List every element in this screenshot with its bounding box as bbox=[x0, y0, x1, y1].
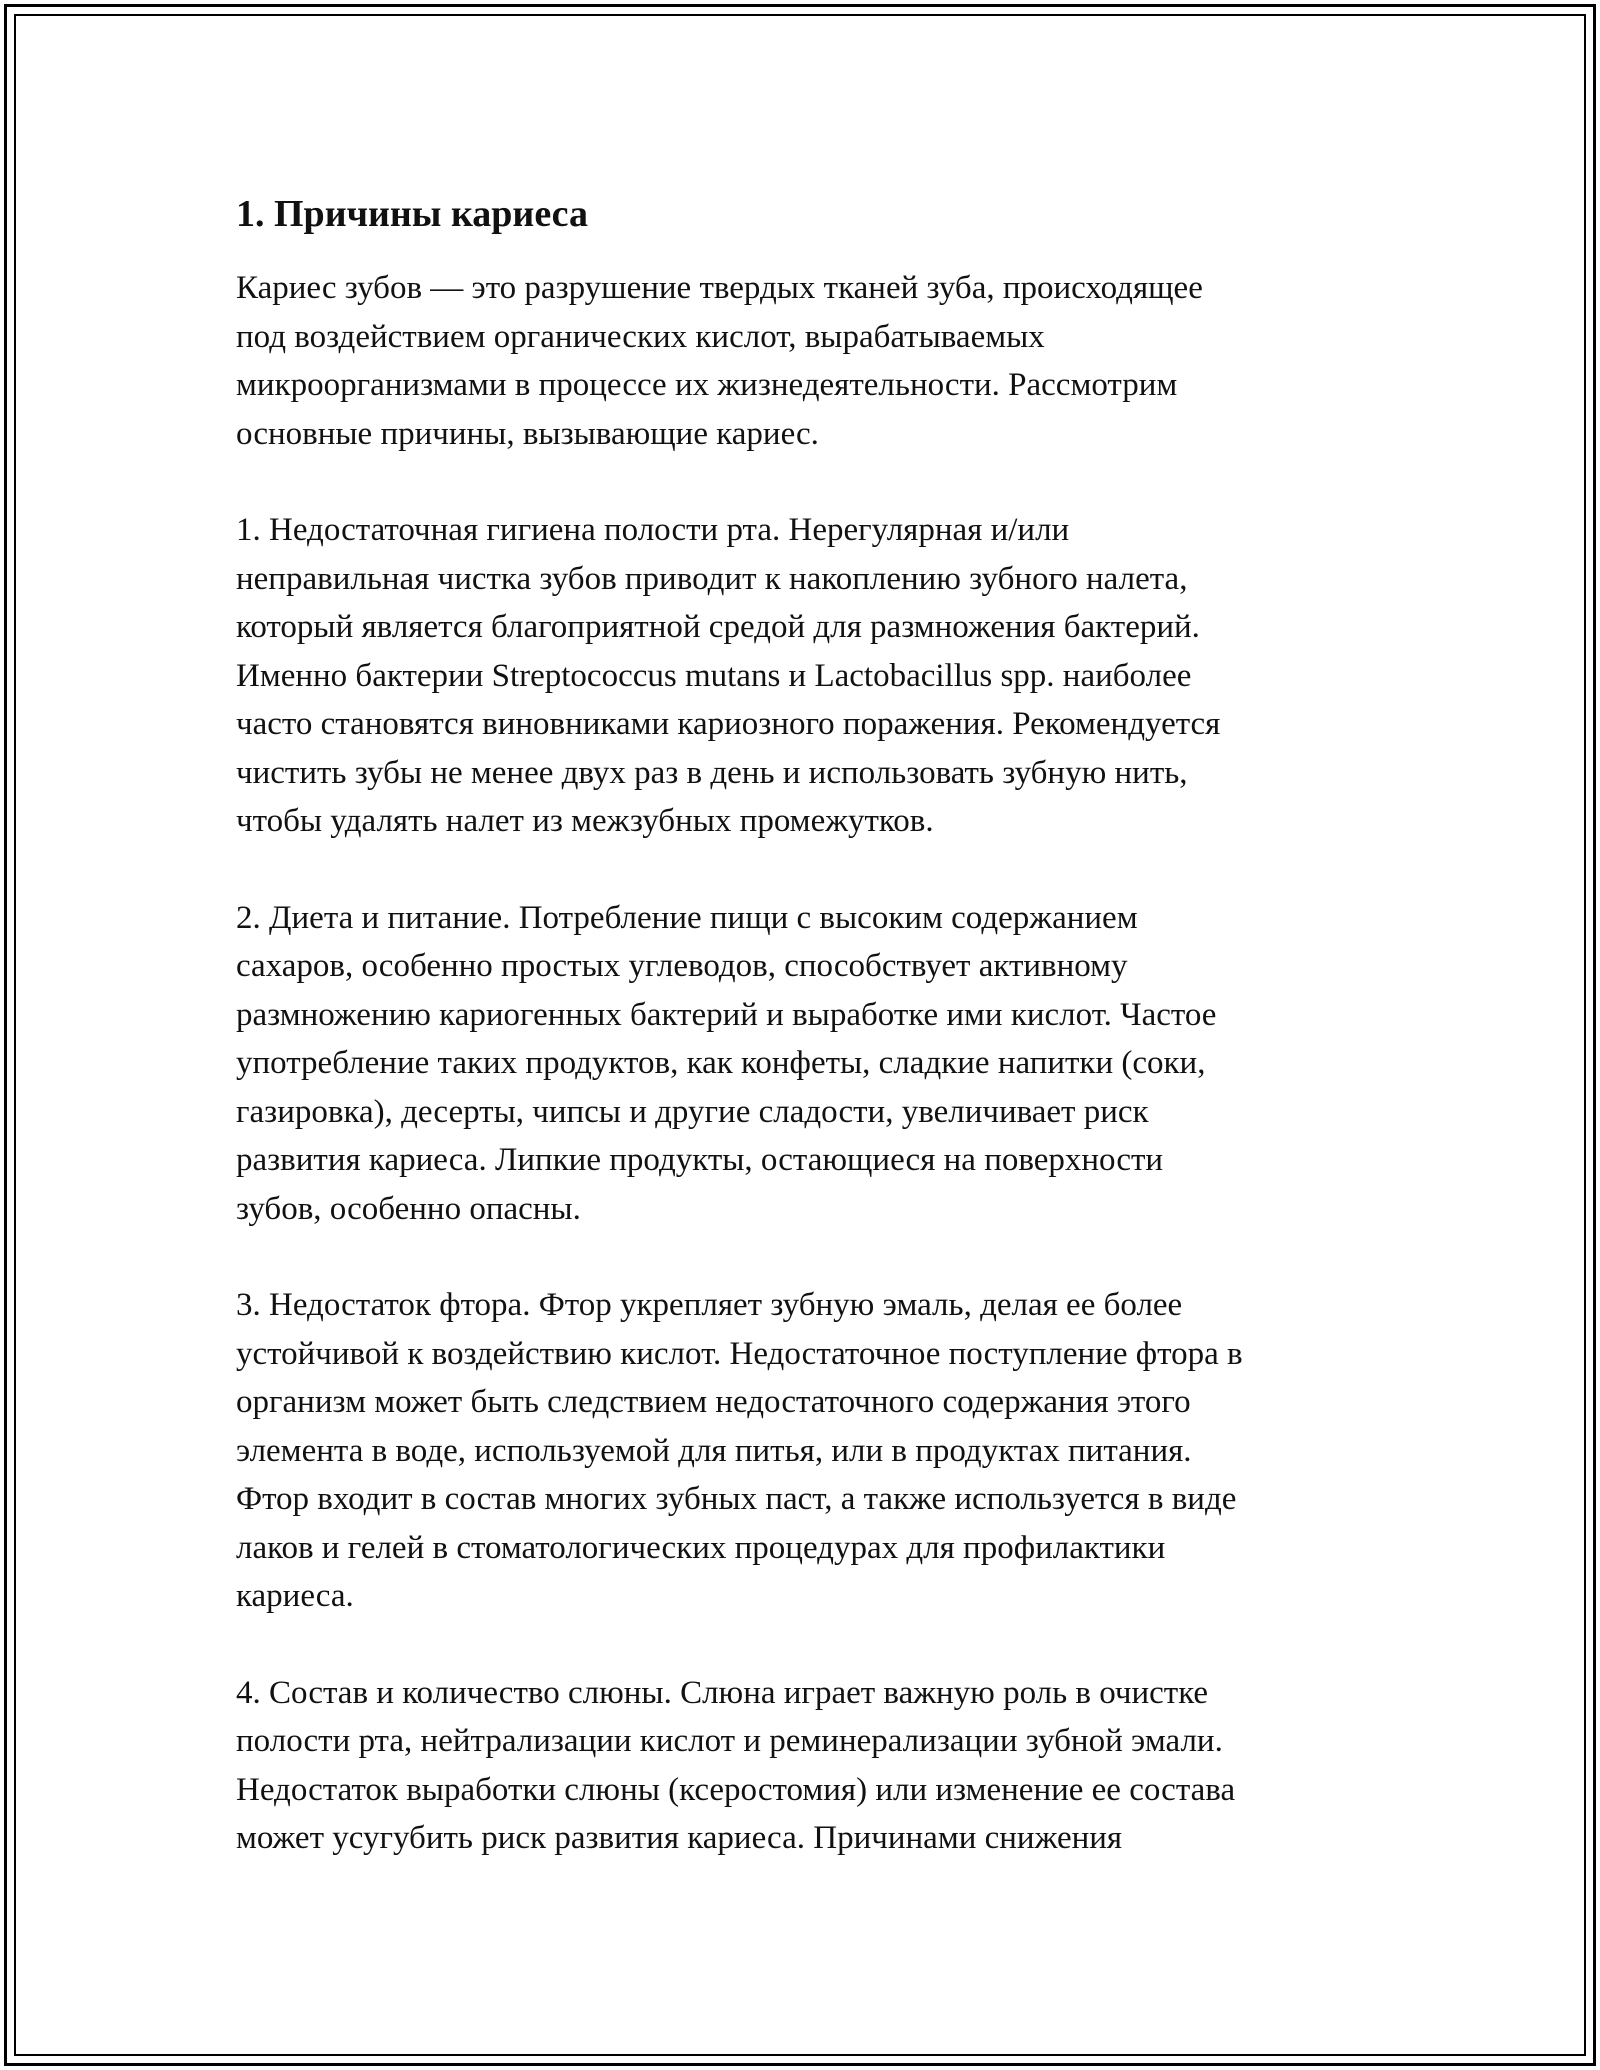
saliva-paragraph bbox=[236, 1669, 1376, 1863]
section-heading: 1. Причины кариеса bbox=[236, 193, 588, 235]
text-line: основные причины, вызывающие кариес. bbox=[236, 415, 819, 452]
text-line: размножению кариогенных бактерий и выработке ими кислот. Частое bbox=[236, 996, 1217, 1033]
text-line: может усугубить риск развития кариеса. Причинами снижения bbox=[236, 1820, 1123, 1856]
text-line: организм может быть следствием недостаточного содержания этого bbox=[236, 1384, 1191, 1420]
text-line: зубов, особенно опасны. bbox=[236, 1190, 581, 1227]
text-line: Кариес зубов — это разрушение твердых тканей зуба, происходящее bbox=[236, 270, 1203, 306]
text-line: 2. Диета и питание. Потребление пищи с высоким содержанием bbox=[236, 899, 1138, 936]
diet-paragraph bbox=[236, 894, 1376, 1234]
text-line: полости рта, нейтрализации кислот и реминерализации зубной эмали. bbox=[236, 1723, 1223, 1759]
text-line: под воздействием органических кислот, вырабатываемых bbox=[236, 318, 1045, 355]
text-line: кариеса. bbox=[236, 1578, 354, 1614]
text-line: 4. Состав и количество слюны. Слюна играет важную роль в очистке bbox=[236, 1674, 1209, 1711]
text-line: элемента в воде, используемой для питья, или в продуктах питания. bbox=[236, 1432, 1192, 1469]
text-line: который является благоприятной средой для размножения бактерий. bbox=[236, 609, 1200, 645]
intro-paragraph bbox=[236, 264, 1376, 458]
hygiene-paragraph bbox=[236, 506, 1376, 846]
text-line: Фтор входит в состав многих зубных паст, а также используется в виде bbox=[236, 1481, 1237, 1517]
text-line: микроорганизмами в процессе их жизнедеятельности. Рассмотрим bbox=[236, 367, 1178, 403]
text-line: чтобы удалять налет из межзубных промежутков. bbox=[236, 803, 934, 839]
text-line: часто становятся виновниками кариозного поражения. Рекомендуется bbox=[236, 706, 1221, 742]
text-line: лаков и гелей в стоматологических процедурах для профилактики bbox=[236, 1529, 1166, 1566]
fluoride-paragraph bbox=[236, 1281, 1376, 1621]
text-line: устойчивой к воздействию кислот. Недостаточное поступление фтора в bbox=[236, 1335, 1243, 1372]
text-line: Недостаток выработки слюны (ксеростомия) или изменение ее состава bbox=[236, 1771, 1236, 1808]
document-body bbox=[236, 190, 1376, 1911]
text-line: газировка), десерты, чипсы и другие сладости, увеличивает риск bbox=[236, 1093, 1149, 1130]
text-line: 1. Недостаточная гигиена полости рта. Нерегулярная и/или bbox=[236, 512, 1070, 548]
text-line: чистить зубы не менее двух раз в день и использовать зубную нить, bbox=[236, 754, 1188, 791]
text-line: 3. Недостаток фтора. Фтор укрепляет зубную эмаль, делая ее более bbox=[236, 1287, 1183, 1323]
text-line: неправильная чистка зубов приводит к накоплению зубного налета, bbox=[236, 560, 1188, 597]
text-line: употребление таких продуктов, как конфеты, сладкие напитки (соки, bbox=[236, 1045, 1206, 1081]
text-line: Именно бактерии Streptococcus mutans и Lactobacillus spp. наиболее bbox=[236, 657, 1192, 694]
text-line: развития кариеса. Липкие продукты, остающиеся на поверхности bbox=[236, 1142, 1164, 1178]
text-line: сахаров, особенно простых углеводов, способствует активному bbox=[236, 948, 1128, 984]
